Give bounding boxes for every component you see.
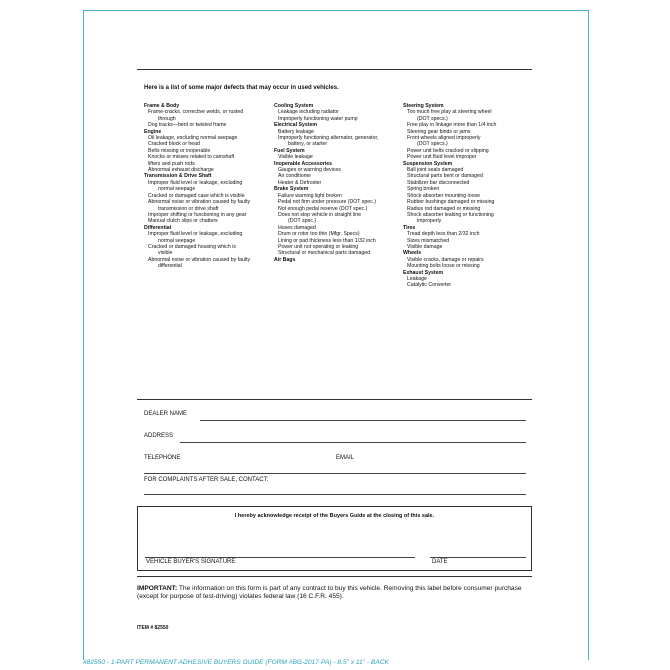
dealer-section-rule [137,399,532,400]
defect-item: Visible leakage [278,154,313,161]
defect-item: (DOT specs.) [417,141,448,148]
defect-category: Suspension System [403,160,453,167]
defect-item: Manual clutch slips or chatters [148,218,218,225]
defect-item: Power unit not operating or leaking [278,243,359,250]
defect-item: Improper shifting or functioning in any gear [148,211,247,218]
address-label: ADDRESS [144,433,174,439]
product-footer: #82550 - 1-PART PERMANENT ADHESIVE BUYERS GUIDE (FORM #BG-2017-PA) - 8.5" x 11" - BACK [83,659,389,666]
defect-category: Wheels [403,250,422,257]
defect-item: Radius rod damaged or missing [407,205,481,212]
defect-item: Power unit fluid level improper [407,154,477,161]
signature-line[interactable] [145,557,415,558]
acknowledgement-statement: I hereby acknowledge receipt of the Buyers Guide at the closing of this sale. [234,513,435,519]
complaints-label: FOR COMPLAINTS AFTER SALE, CONTACT: [144,477,269,483]
defect-category: Tires [403,224,416,231]
defect-category: Cooling System [274,103,314,109]
defect-item: Failure warning light broken [278,192,342,199]
defect-item: Improper fluid level or leakage, excluding [148,179,243,186]
defect-item: Belts missing or inoperable [148,147,211,154]
defects-column-3 [403,103,496,289]
intro-text: Here is a list of some major defects that may occur in used vehicles. [144,85,339,91]
defect-item: Pedal not firm under pressure (DOT spec.) [278,199,376,206]
defect-item: (DOT specs.) [417,115,448,122]
defect-item: Improperly functioning alternator, generator, [278,135,379,142]
important-label: IMPORTANT: [137,585,178,592]
date-label: DATE [432,559,448,565]
defect-item: Air conditioner [278,173,312,180]
important-text: The information on this form is part of any contract to buy this vehicle. Removing this label before consumer purchase (except for purpose of test-driving) violates federal law (16 C.F.R. 455). [137,585,522,600]
defect-item: Tread depth less than 2/32 inch [407,231,480,238]
defect-item: Catalytic Converter [407,282,452,289]
defect-item: Visible cracks, damage or repairs [407,256,484,263]
defect-item: Drum or rotor too thin (Mfgr. Specs) [278,231,360,238]
defect-category: Electrical System [274,122,317,129]
defect-item: transmission or drive shaft [158,205,219,212]
defect-item: improperly [417,218,442,225]
defect-item: Rubber bushings damaged or missing [407,199,495,206]
dealer-name-label: DEALER NAME [144,411,188,417]
complaints-line[interactable] [144,494,526,495]
defect-item: Leakage including radiator [278,109,339,116]
defect-item: Sizes mismatched [407,237,450,244]
defect-item: Not enough pedal reserve (DOT spec.) [278,205,368,212]
defect-item: Abnormal exhaust discharge [148,167,214,174]
important-rule [137,576,532,577]
defect-item: Improper fluid level or leakage, excluding [148,231,243,238]
defect-item: Cracked or damaged case which is visible [148,192,245,199]
defect-item: Abnormal noise or vibration caused by faulty [148,256,251,263]
address-line[interactable] [180,442,526,443]
defect-item: Does not stop vehicle in straight line [278,211,362,218]
item-number: ITEM # 82550 [137,625,169,631]
signature-label: VEHICLE BUYER'S SIGNATURE [146,559,236,565]
defect-category: Steering System [403,103,444,109]
defect-category: Inoperable Accessories [274,160,333,167]
defect-item: Gauges or warning devices [278,167,341,174]
defect-item: Free play in linkage more than 1/4 inch [407,122,497,129]
defects-column-1 [144,103,250,270]
defect-category: Brake System [274,186,309,193]
defect-item: Structural parts bent or damaged [407,173,483,180]
defect-item: Heater & Defroster [278,179,322,186]
defect-category: Transmission & Drive Shaft [144,173,212,180]
defect-item: Too much free play at steering wheel [407,109,492,116]
dealer-name-line[interactable] [200,420,526,421]
defect-item: Cracked block or head [148,141,200,148]
defect-category: Differential [144,224,172,231]
defect-item: Abnormal noise or vibration caused by faulty [148,199,251,206]
telephone-label: TELEPHONE [144,455,181,461]
defect-item: lifters and push rods [148,160,195,167]
defect-item: Leakage [407,275,427,282]
defect-item: Hoses damaged [278,224,316,231]
defect-item: Battery leakage [278,128,315,135]
defects-column-2 [274,103,378,263]
defect-item: Frame-cracks, corrective welds, or rusted [148,109,244,116]
defect-item: Lining or pad thickness less than 1/32 inch [278,237,376,244]
defect-item: Oil leakage, excluding normal seepage [148,135,238,142]
email-label: EMAIL [336,455,355,461]
date-line[interactable] [430,557,526,558]
defect-category: Frame & Body [144,103,180,109]
defect-item: (DOT spec.) [288,218,317,225]
defect-item: Shock absorber mounting loose [407,192,480,199]
defect-item: Mounting bolts loose or missing [407,263,480,270]
top-rule [137,69,532,70]
defect-item: Power unit belts cracked or slipping [407,147,489,154]
defect-category: Exhaust System [403,269,444,276]
defect-category: Engine [144,128,162,135]
telephone-email-line[interactable] [144,473,526,474]
defect-item: Visible damage [407,243,443,250]
defect-item: Ball joint seals damaged [407,167,464,174]
defect-item: Shock absorber leaking or functioning [407,211,494,218]
defect-item: visible [158,250,173,257]
defect-item: Front wheels aligned improperly [407,135,481,142]
defect-item: Stabilizer bar disconnected [407,179,470,186]
defect-item: Knocks or misses related to camshaft [148,154,235,161]
defect-item: Spring broken [407,186,440,193]
defect-item: normal seepage [158,186,196,193]
important-notice [137,585,537,601]
defect-item: Cracked or damaged housing which is [148,243,236,250]
defect-category: Fuel System [274,147,305,154]
defect-item: Dog tracks—bent or twisted frame [148,122,227,129]
defect-item: Steering gear binds or jams [407,128,471,135]
defect-item: through [158,115,176,122]
defect-item: Structural or mechanical parts damaged [278,250,370,257]
defect-item: normal seepage [158,237,196,244]
defect-category: Air Bags [274,256,296,263]
defect-item: Improperly functioning water pump [278,115,358,122]
defect-item: battery, or starter [288,141,328,148]
defect-item: differential [158,263,182,270]
